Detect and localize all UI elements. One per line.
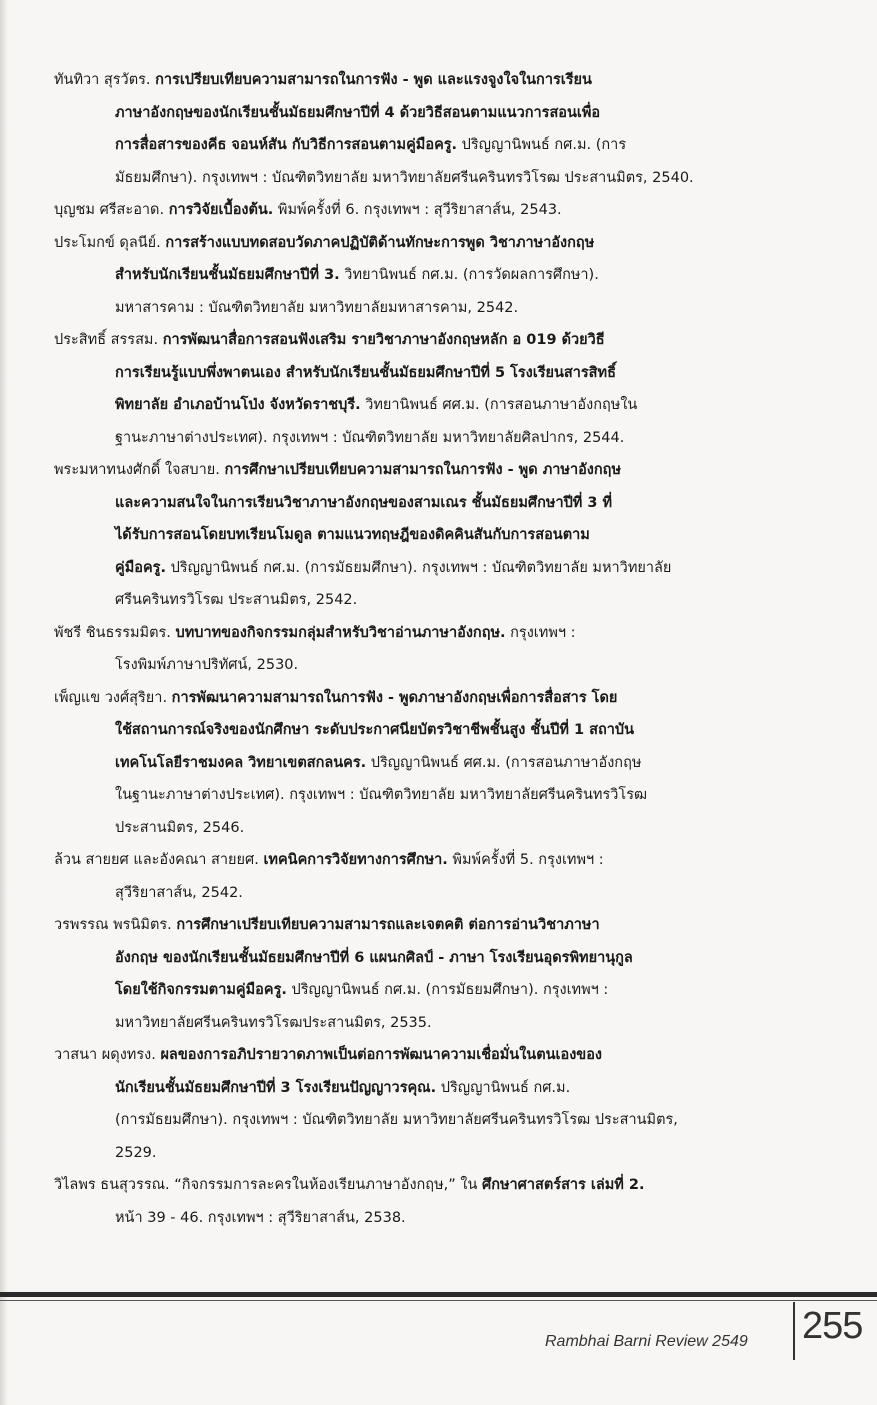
reference-title: นักเรียนชั้นมัธยมศึกษาปีที่ 3 โรงเรียนปัญญาวรคุณ. [115,1079,437,1096]
reference-publication: กรุงเทพฯ : [505,624,576,641]
reference-title: ใช้สถานการณ์จริงของนักศึกษา ระดับประกาศนียบัตรวิชาชีพชั้นสูง ชั้นปีที่ 1 สถาบัน [115,722,635,738]
reference-line [54,649,798,682]
reference-entry [54,194,798,227]
reference-line [54,844,798,877]
reference-title: บทบาทของกิจกรรมกลุ่มสำหรับวิชาอ่านภาษาอังกฤษ. [175,624,506,641]
reference-text: ฐานะภาษาต่างประเทศ). กรุงเทพฯ : บัณฑิตวิทยาลัย มหาวิทยาลัยศิลปากร, 2544. [115,429,625,446]
reference-title: พิทยาลัย อำเภอบ้านโป่ง จังหวัดราชบุรี. [115,397,361,413]
reference-text: ศรีนครินทรวิโรฒ ประสานมิตร, 2542. [115,592,358,608]
reference-line [54,1039,798,1072]
reference-text: โรงพิมพ์ภาษาปริทัศน์, 2530. [115,657,299,673]
reference-text: ทันทิวา สุรวัตร. [54,72,156,88]
reference-text: หน้า 39 - 46. กรุงเทพฯ : สุวีริยาสาส์น, 2538. [115,1209,406,1226]
reference-entry [54,454,798,617]
reference-text: วาสนา ผดุงทรง. [54,1047,161,1063]
reference-line [54,227,798,260]
footer-divider [793,1302,795,1360]
reference-line [54,942,798,975]
reference-line [54,357,798,390]
reference-publication: ปริญญานิพนธ์ กศ.ม. (การมัธยมศึกษา). กรุงเทพฯ : [286,982,609,998]
reference-title: เทคโนโลยีราชมงคล วิทยาเขตสกลนคร. [115,754,367,771]
reference-title: ผลของการอภิปรายวาดภาพเป็นต่อการพัฒนาความเชื่อมั่นในตนเองของ [160,1047,602,1063]
reference-text: ล้วน สายยศ และอังคณา สายยศ. [54,852,264,868]
page-edge-shadow [0,0,8,1405]
reference-publication: ปริญญานิพนธ์ ศศ.ม. (การสอนภาษาอังกฤษ [366,754,642,771]
reference-entry [54,682,798,845]
reference-line [54,1072,798,1105]
reference-publication: วิทยานิพนธ์ กศ.ม. (การวัดผลการศึกษา). [339,267,599,283]
reference-line [54,1007,798,1040]
reference-title: การศึกษาเปรียบเทียบความสามารถในการฟัง - พูด ภาษาอังกฤษ [224,462,622,478]
reference-publication: ปริญญานิพนธ์ กศ.ม. [436,1079,571,1096]
reference-publication: วิทยานิพนธ์ ศศ.ม. (การสอนภาษาอังกฤษใน [360,397,638,413]
page-number: 255 [802,1305,863,1347]
reference-text: มัธยมศึกษา). กรุงเทพฯ : บัณฑิตวิทยาลัย มหาวิทยาลัยศรีนครินทรวิโรฒ ประสานมิตร, 2540. [115,169,694,186]
reference-line [54,1169,798,1202]
reference-line [54,259,798,292]
reference-line [54,1137,798,1170]
reference-line [54,454,798,487]
reference-entry [54,227,798,325]
reference-title: เทคนิคการวิจัยทางการศึกษา. [263,852,448,868]
reference-entry [54,1169,798,1234]
journal-title: Rambhai Barni Review 2549 [545,1333,748,1350]
reference-entry [54,64,798,194]
reference-line [54,519,798,552]
reference-title: การสร้างแบบทดสอบวัดภาคปฏิบัติด้านทักษะการพูด วิชาภาษาอังกฤษ [165,234,595,251]
reference-line [54,292,798,325]
reference-title: และความสนใจในการเรียนวิชาภาษาอังกฤษของสามเณร ชั้นมัธยมศึกษาปีที่ 3 ที่ [115,494,613,511]
reference-line [54,747,798,780]
reference-line [54,1202,798,1235]
reference-line [54,974,798,1007]
reference-text: มหาสารคาม : บัณฑิตวิทยาลัย มหาวิทยาลัยมหาสารคาม, 2542. [115,299,519,316]
reference-line [54,324,798,357]
reference-text: วรพรรณ พรนิมิตร. [54,917,177,933]
reference-line [54,682,798,715]
reference-title: การวิจัยเบื้องต้น. [168,202,274,218]
reference-line [54,877,798,910]
reference-text: วิไลพร ธนสุวรรณ. “กิจกรรมการละครในห้องเรียนภาษาอังกฤษ,” ใน [54,1177,482,1193]
reference-title: คู่มือครู. [115,559,166,576]
bibliography-list [54,64,798,1234]
reference-line [54,422,798,455]
reference-entry [54,324,798,454]
reference-title: อังกฤษ ของนักเรียนชั้นมัธยมศึกษาปีที่ 6 แผนกศิลป์ - ภาษา โรงเรียนอุดรพิทยานุกูล [115,949,633,966]
reference-text: สุวีริยาสาส์น, 2542. [115,884,243,901]
reference-line [54,194,798,227]
reference-text: ประโมกข์ ดุลนีย์. [54,234,166,251]
reference-publication: ปริญญานิพนธ์ กศ.ม. (การมัธยมศึกษา). กรุงเทพฯ : บัณฑิตวิทยาลัย มหาวิทยาลัย [165,559,672,576]
reference-publication: ปริญญานิพนธ์ กศ.ม. (การ [457,137,627,153]
footer-rule-thin [0,1300,877,1301]
reference-text: พระมหาทนงศักดิ์ ใจสบาย. [54,462,225,478]
reference-line [54,487,798,520]
reference-line [54,617,798,650]
reference-entry [54,617,798,682]
reference-text: พัชรี ชินธรรมมิตร. [54,624,176,641]
reference-title: ภาษาอังกฤษของนักเรียนชั้นมัธยมศึกษาปีที่ 4 ด้วยวิธีสอนตามแนวการสอนเพื่อ [115,104,601,121]
reference-line [54,714,798,747]
reference-line [54,552,798,585]
reference-line [54,1104,798,1137]
reference-line [54,909,798,942]
reference-line [54,812,798,845]
reference-line [54,389,798,422]
reference-text: (การมัธยมศึกษา). กรุงเทพฯ : บัณฑิตวิทยาลัย มหาวิทยาลัยศรีนครินทรวิโรฒ ประสานมิตร, [115,1112,678,1128]
reference-line [54,779,798,812]
reference-entry [54,844,798,909]
reference-line [54,162,798,195]
reference-text: มหาวิทยาลัยศรีนครินทรวิโรฒประสานมิตร, 2535. [115,1014,432,1031]
reference-text: ประสิทธิ์ สรรสม. [54,332,163,348]
reference-text: บุญชม ศรีสะอาด. [54,202,169,218]
reference-text: ในฐานะภาษาต่างประเทศ). กรุงเทพฯ : บัณฑิตวิทยาลัย มหาวิทยาลัยศรีนครินทรวิโรฒ [115,787,648,803]
reference-title: การพัฒนาสื่อการสอนฟังเสริม รายวิชาภาษาอังกฤษหลัก อ 019 ด้วยวิธี [162,332,605,348]
reference-title: การเรียนรู้แบบพึ่งพาตนเอง สำหรับนักเรียนชั้นมัธยมศึกษาปีที่ 5 โรงเรียนสารสิทธิ์ [115,364,616,381]
reference-text: 2529. [115,1144,157,1161]
reference-title: การเปรียบเทียบความสามารถในการฟัง - พูด และแรงจูงใจในการเรียน [155,72,592,88]
reference-entry [54,909,798,1039]
reference-title: การพัฒนาความสามารถในการฟัง - พูดภาษาอังกฤษเพื่อการสื่อสาร โดย [171,689,618,706]
reference-title: ได้รับการสอนโดยบทเรียนโมดูล ตามแนวทฤษฎีของดิคคินสันกับการสอนตาม [115,527,590,543]
reference-title: โดยใช้กิจกรรมตามคู่มือครู. [115,982,287,998]
reference-title: การศึกษาเปรียบเทียบความสามารถและเจตคติ ต่อการอ่านวิชาภาษา [176,917,600,933]
reference-line [54,129,798,162]
reference-line [54,97,798,130]
reference-title: สำหรับนักเรียนชั้นมัธยมศึกษาปีที่ 3. [115,267,340,283]
reference-title: ศึกษาศาสตร์สาร เล่มที่ 2. [481,1177,645,1193]
reference-text: ประสานมิตร, 2546. [115,819,245,836]
reference-entry [54,1039,798,1169]
reference-publication: พิมพ์ครั้งที่ 6. กรุงเทพฯ : สุวีริยาสาส์น, 2543. [273,202,562,218]
footer-rule-thick [0,1292,877,1297]
reference-line [54,584,798,617]
reference-title: การสื่อสารของคีธ จอนห์สัน กับวิธีการสอนตามคู่มือครู. [115,137,458,153]
reference-publication: พิมพ์ครั้งที่ 5. กรุงเทพฯ : [447,852,604,868]
reference-text: เพ็ญแข วงศ์สุริยา. [54,689,172,706]
reference-line [54,64,798,97]
